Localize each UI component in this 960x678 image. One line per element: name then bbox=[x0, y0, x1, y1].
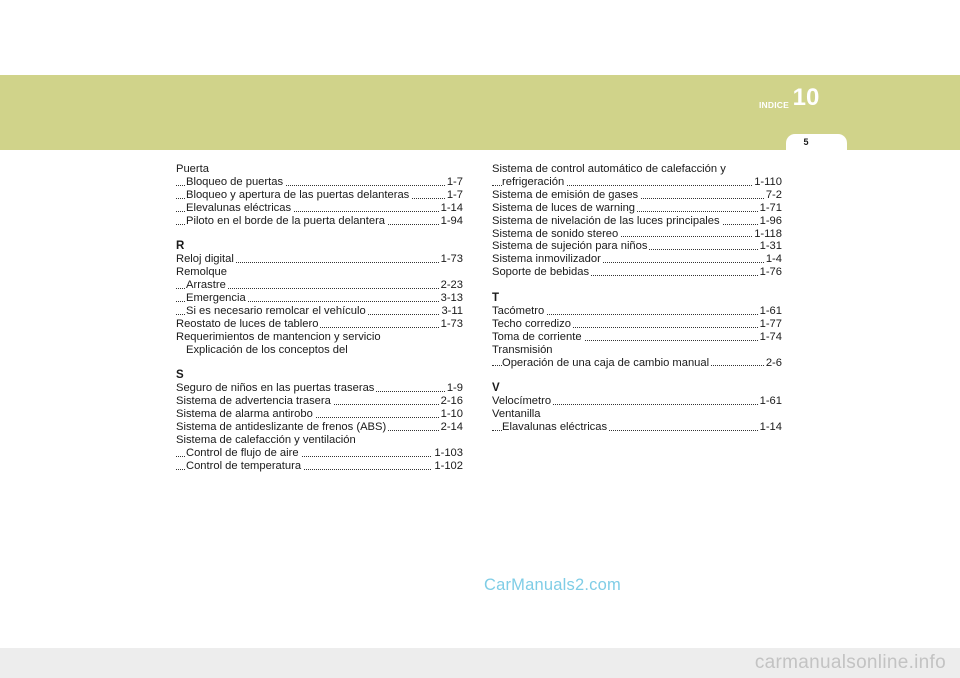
index-entry bbox=[176, 253, 463, 266]
index-subentry bbox=[492, 421, 782, 434]
index-entry bbox=[176, 408, 463, 421]
entry-text: Elavalunas eléctricas bbox=[502, 421, 608, 434]
page-reference: 1-31 bbox=[759, 240, 782, 253]
index-column-right bbox=[492, 163, 782, 434]
index-entry bbox=[492, 266, 782, 279]
index-entry bbox=[492, 331, 782, 344]
index-subentry bbox=[176, 279, 463, 292]
page-reference: 2-6 bbox=[765, 356, 782, 369]
entry-text: Control de temperatura bbox=[186, 459, 302, 472]
page-reference: 3-11 bbox=[441, 304, 463, 317]
page-reference: 1-118 bbox=[754, 227, 782, 240]
entry-text: Sistema de alarma antirobo bbox=[176, 408, 313, 421]
page-reference: 1-73 bbox=[440, 317, 463, 330]
page-reference: 1-61 bbox=[759, 395, 782, 408]
page-number: 5 bbox=[803, 137, 809, 147]
index-entry bbox=[492, 240, 782, 253]
page-reference: 1-94 bbox=[440, 214, 463, 227]
index-letter-heading: S bbox=[176, 369, 184, 382]
entry-text: Sistema inmovilizador bbox=[492, 253, 601, 266]
index-group-heading: Ventanilla bbox=[492, 408, 541, 421]
index-group-heading: Transmisión bbox=[492, 343, 553, 356]
page-reference: 1-14 bbox=[440, 201, 463, 214]
spacer bbox=[492, 369, 782, 382]
entry-text: Operación de una caja de cambio manual bbox=[502, 356, 710, 369]
index-letter-heading: V bbox=[492, 382, 500, 395]
index-entry bbox=[492, 318, 782, 331]
index-entry bbox=[176, 421, 463, 434]
page-reference: 1-74 bbox=[759, 330, 782, 343]
index-subentry bbox=[492, 357, 782, 370]
page-reference: 1-110 bbox=[754, 175, 782, 188]
entry-text: Bloqueo de puertas bbox=[186, 175, 284, 188]
index-entry bbox=[176, 395, 463, 408]
chapter-number: 10 bbox=[792, 84, 820, 111]
entry-text: refrigeración bbox=[502, 175, 565, 188]
entry-text: Sistema de antideslizante de frenos (ABS) bbox=[176, 421, 387, 434]
entry-text: Reostato de luces de tablero bbox=[176, 317, 319, 330]
index-entry bbox=[492, 202, 782, 215]
page-reference: 1-71 bbox=[759, 201, 782, 214]
spacer bbox=[492, 279, 782, 292]
index-subentry bbox=[176, 460, 463, 473]
spacer bbox=[176, 357, 463, 370]
page-reference: 3-13 bbox=[440, 292, 463, 305]
entry-text: Reloj digital bbox=[176, 253, 234, 266]
index-group-heading: Sistema de calefacción y ventilación bbox=[176, 434, 356, 446]
entry-text: Bloqueo y apertura de las puertas delanteras bbox=[186, 188, 410, 201]
index-entry bbox=[176, 382, 463, 395]
page-reference: 2-14 bbox=[440, 421, 463, 434]
page-reference: 1-9 bbox=[446, 382, 463, 395]
watermark-link[interactable]: CarManuals2.com bbox=[484, 576, 621, 594]
entry-text: Elevalunas eléctricas bbox=[186, 201, 292, 214]
page-reference: 1-103 bbox=[434, 446, 463, 459]
index-entry bbox=[492, 228, 782, 241]
footer-watermark[interactable]: carmanualsonline.info bbox=[754, 652, 946, 673]
index-entry bbox=[492, 305, 782, 318]
entry-text: Arrastre bbox=[186, 279, 226, 292]
page-reference: 1-7 bbox=[446, 175, 463, 188]
page-reference: 2-23 bbox=[440, 279, 463, 292]
entry-text: Sistema de sujeción para niños bbox=[492, 240, 648, 253]
entry-text: Sistema de luces de warning bbox=[492, 201, 636, 214]
entry-text: Soporte de bebidas bbox=[492, 266, 590, 279]
index-subentry bbox=[176, 189, 463, 202]
page-reference: 1-76 bbox=[759, 266, 782, 279]
index-entry bbox=[492, 395, 782, 408]
index-entry bbox=[176, 318, 463, 331]
index-entry bbox=[492, 189, 782, 202]
index-subentry bbox=[176, 447, 463, 460]
page-reference: 1-10 bbox=[440, 408, 463, 421]
index-group-heading: Remolque bbox=[176, 266, 227, 279]
index-entry bbox=[492, 215, 782, 228]
page-reference: 1-96 bbox=[759, 214, 782, 227]
index-subentry: Explicación de los conceptos del bbox=[186, 343, 348, 356]
page-reference: 1-77 bbox=[759, 317, 782, 330]
entry-text: Seguro de niños en las puertas traseras bbox=[176, 382, 375, 395]
page-reference: 1-4 bbox=[765, 253, 782, 266]
index-subentry bbox=[176, 292, 463, 305]
index-group-heading: Sistema de control automático de calefacción y bbox=[492, 163, 726, 175]
entry-text: Sistema de sonido stereo bbox=[492, 227, 619, 240]
index-subentry bbox=[176, 202, 463, 215]
entry-text: Sistema de advertencia trasera bbox=[176, 395, 331, 408]
page-reference: 1-73 bbox=[440, 253, 463, 266]
index-letter-heading: R bbox=[176, 240, 185, 253]
entry-text: Velocímetro bbox=[492, 395, 552, 408]
entry-text: Control de flujo de aire bbox=[186, 446, 299, 459]
index-subentry bbox=[176, 305, 463, 318]
index-group-heading: Requerimientos de mantencion y servicio bbox=[176, 330, 381, 343]
entry-text: Toma de corriente bbox=[492, 330, 582, 343]
entry-text: Emergencia bbox=[186, 292, 246, 305]
entry-text: Sistema de nivelación de las luces principales bbox=[492, 214, 720, 227]
index-group-heading: Puerta bbox=[176, 163, 209, 175]
spacer bbox=[176, 228, 463, 241]
entry-text: Sistema de emisión de gases bbox=[492, 188, 639, 201]
index-subentry bbox=[176, 215, 463, 228]
index-subentry bbox=[176, 176, 463, 189]
page-reference: 1-102 bbox=[434, 459, 463, 472]
index-column-left bbox=[176, 163, 463, 473]
index-entry bbox=[492, 253, 782, 266]
page-reference: 7-2 bbox=[765, 188, 782, 201]
index-letter-heading: T bbox=[492, 292, 500, 305]
entry-text: Techo corredizo bbox=[492, 317, 571, 330]
entry-text: Si es necesario remolcar el vehículo bbox=[186, 304, 366, 317]
entry-text: Tacómetro bbox=[492, 304, 545, 317]
page-reference: 1-7 bbox=[446, 188, 463, 201]
page-reference: 1-61 bbox=[759, 304, 782, 317]
page-reference: 1-14 bbox=[759, 421, 782, 434]
index-entry bbox=[492, 176, 782, 189]
section-label: INDICE bbox=[758, 100, 789, 110]
entry-text: Piloto en el borde de la puerta delantera bbox=[186, 214, 386, 227]
page-reference: 2-16 bbox=[440, 395, 463, 408]
